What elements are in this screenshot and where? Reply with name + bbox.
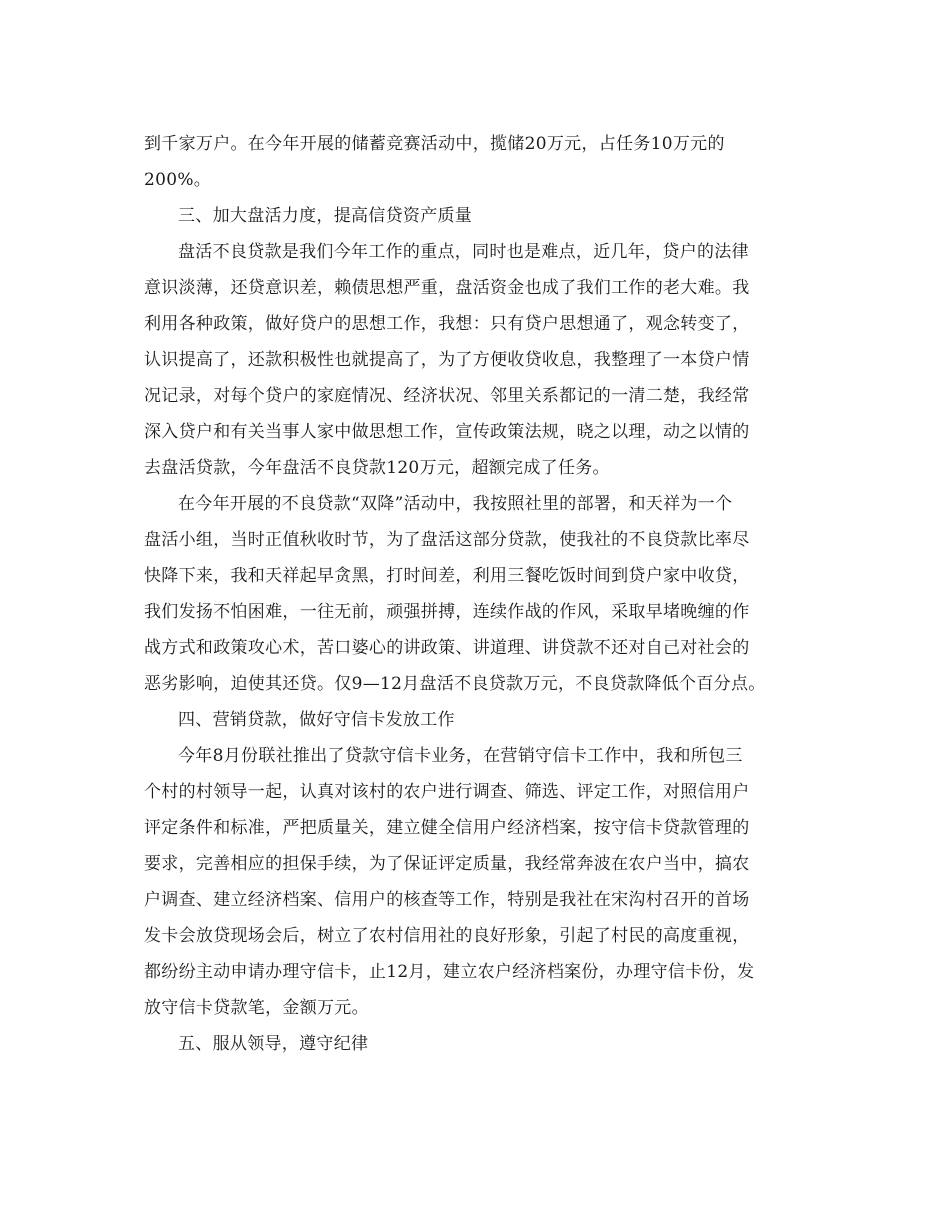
paragraph-line: 去盘活贷款，今年盘活不良贷款120万元，超额完成了任务。 — [144, 458, 610, 478]
paragraph-line: 发卡会放贷现场会后，树立了农村信用社的良好形象，引起了村民的高度重视， — [144, 926, 750, 946]
paragraph-line: 都纷纷主动申请办理守信卡，止12月，建立农户经济档案份，办理守信卡份，发 — [144, 962, 755, 982]
paragraph-line: 认识提高了，还款积极性也就提高了，为了方便收贷收息，我整理了一本贷户情 — [144, 350, 750, 370]
paragraph-line: 在今年开展的不良贷款“双降”活动中，我按照社里的部署，和天祥为一个 — [178, 494, 733, 514]
paragraph-line: 评定条件和标准，严把质量关，建立健全信用户经济档案，按守信卡贷款管理的 — [144, 818, 750, 838]
section-heading: 三、加大盘活力度，提高信贷资产质量 — [178, 206, 473, 226]
paragraph-line: 到千家万户。在今年开展的储蓄竞赛活动中，揽储20万元，占任务10万元的 — [144, 134, 725, 154]
paragraph-line: 战方式和政策攻心术，苦口婆心的讲政策、讲道理、讲贷款不还对自己对社会的 — [144, 638, 750, 658]
paragraph-line: 200%。 — [144, 170, 212, 190]
paragraph-line: 我们发扬不怕困难，一往无前，顽强拼搏，连续作战的作风，采取早堵晚缠的作 — [144, 602, 750, 622]
paragraph-line: 意识淡薄，还贷意识差，赖债思想严重，盘活资金也成了我们工作的老大难。我 — [144, 278, 750, 298]
paragraph-line: 况记录，对每个贷户的家庭情况、经济状况、邻里关系都记的一清二楚，我经常 — [144, 386, 750, 406]
section-heading: 四、营销贷款，做好守信卡发放工作 — [178, 710, 455, 730]
paragraph-line: 利用各种政策，做好贷户的思想工作，我想：只有贷户思想通了，观念转变了， — [144, 314, 750, 334]
paragraph-line: 户调查、建立经济档案、信用户的核查等工作，特别是我社在宋沟村召开的首场 — [144, 890, 750, 910]
section-heading: 五、服从领导，遵守纪律 — [178, 1034, 369, 1054]
paragraph-line: 放守信卡贷款笔，金额万元。 — [144, 998, 369, 1018]
paragraph-line: 要求，完善相应的担保手续，为了保证评定质量，我经常奔波在农户当中，搞农 — [144, 854, 750, 874]
paragraph-line: 恶劣影响，迫使其还贷。仅9—12月盘活不良贷款万元，不良贷款降低个百分点。 — [144, 674, 766, 694]
paragraph-line: 今年8月份联社推出了贷款守信卡业务，在营销守信卡工作中，我和所包三 — [178, 746, 743, 766]
paragraph-line: 盘活小组，当时正值秋收时节，为了盘活这部分贷款，使我社的不良贷款比率尽 — [144, 530, 750, 550]
paragraph-line: 盘活不良贷款是我们今年工作的重点，同时也是难点，近几年，贷户的法律 — [178, 242, 749, 262]
paragraph-line: 深入贷户和有关当事人家中做思想工作，宣传政策法规，晓之以理，动之以情的 — [144, 422, 750, 442]
paragraph-line: 快降下来，我和天祥起早贪黑，打时间差，利用三餐吃饭时间到贷户家中收贷， — [144, 566, 750, 586]
paragraph-line: 个村的村领导一起，认真对该村的农户进行调查、筛选、评定工作，对照信用户 — [144, 782, 750, 802]
